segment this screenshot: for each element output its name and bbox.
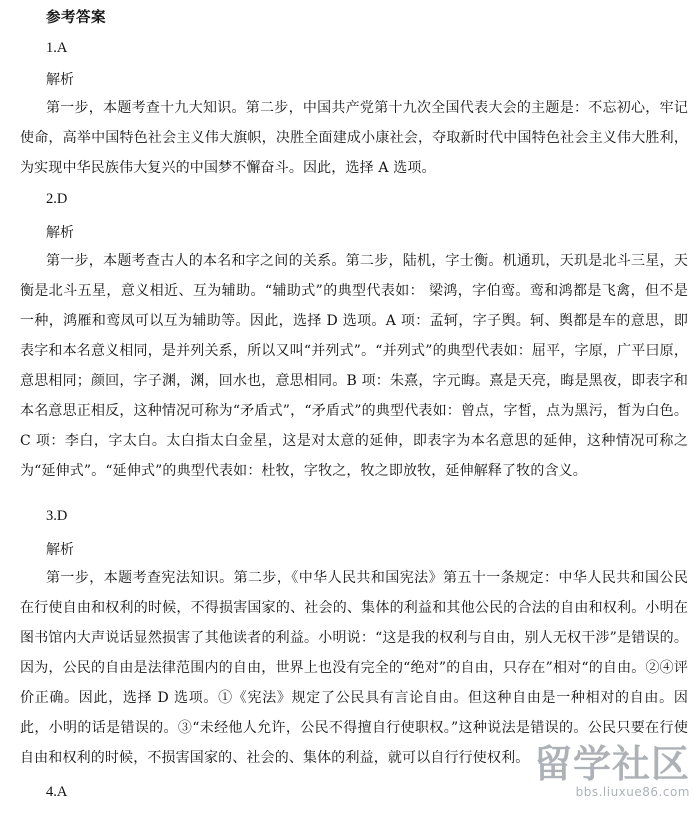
analysis-label-3: 解析 [46,542,74,558]
answer-number-1: 1.A [46,40,68,56]
analysis-text-1: 第一步，本题考查十九大知识。第二步，中国共产党第十九次全国代表大会的主题是：不忘初心，牢记使命，高举中国特色社会主义伟大旗帜，决胜全面建成小康社会，夺取新时代中国特色社会主义伟大胜利，为实现中华民族伟大复兴的中国梦不懈奋斗。因此，选择 A 选项。 [20,100,688,176]
watermark-url: bbs.liuxue86.com [575,785,690,799]
site-watermark [522,743,690,805]
answer-number-3: 3.D [46,508,68,524]
analysis-label-2: 解析 [46,225,74,241]
answer-number-4: 4.A [46,784,68,800]
analysis-text-2: 第一步，本题考查古人的本名和字之间的关系。第二步，陆机，字士衡。机通玑，天玑是北斗三星，天衡是北斗五星，意义相近、互为辅助。“辅助式”的典型代表如： 梁鸿，字伯鸾。鸾和鸿都是飞禽，但不是一种，鸿雁和鸾凤可以互为辅助等。因此，选择 D 选项。A 项：孟轲，字子舆。轲、舆都是车的意思，即表字和本名意义相同，是并列关系，所以又叫“并列式”。“并列式”的典型代表如：屈平，字原，广平曰原，意思相同；颜回，字子渊，渊，回水也，意思相同。B 项：朱熹，字元晦。熹是天亮，晦是黑夜，即表字和本名意思正相反，这种情况可称为“矛盾式”，“矛盾式”的典型代表如：曾点，字皙，点为黑污，皙为白色。C 项：李白，字太白。太白指太白金星，这是对太意的延伸，即表字为本名意思的延伸，这种情况可称之为“延伸式”。“延伸式”的典型代表如：杜牧，字牧之，牧之即放牧，延伸解释了牧的含义。 [20,253,688,479]
page-title: 参考答案 [46,10,106,26]
answer-number-2: 2.D [46,191,68,207]
watermark-logo: 留学社区 [533,742,690,786]
analysis-label-1: 解析 [46,72,74,88]
analysis-text-3: 第一步，本题考查宪法知识。第二步，《中华人民共和国宪法》第五十一条规定：中华人民共和国公民在行使自由和权利的时候，不得损害国家的、社会的、集体的利益和其他公民的合法的自由和权利。小明在图书馆内大声说话显然损害了其他读者的利益。小明说：“这是我的权利与自由，别人无权干涉”是错误的。因为，公民的自由是法律范围内的自由，世界上也没有完全的“绝对”的自由，只存在”相对“的自由。②④评价正确。因此，选择 D 选项。①《宪法》规定了公民具有言论自由。但这种自由是一种相对的自由。因此，小明的话是错误的。③“未经他人允许，公民不得擅自行使职权。”这种说法是错误的。公民只要在行使自由和权利的时候，不损害国家的、社会的、集体的利益，就可以自行行使权利。 [20,570,688,766]
